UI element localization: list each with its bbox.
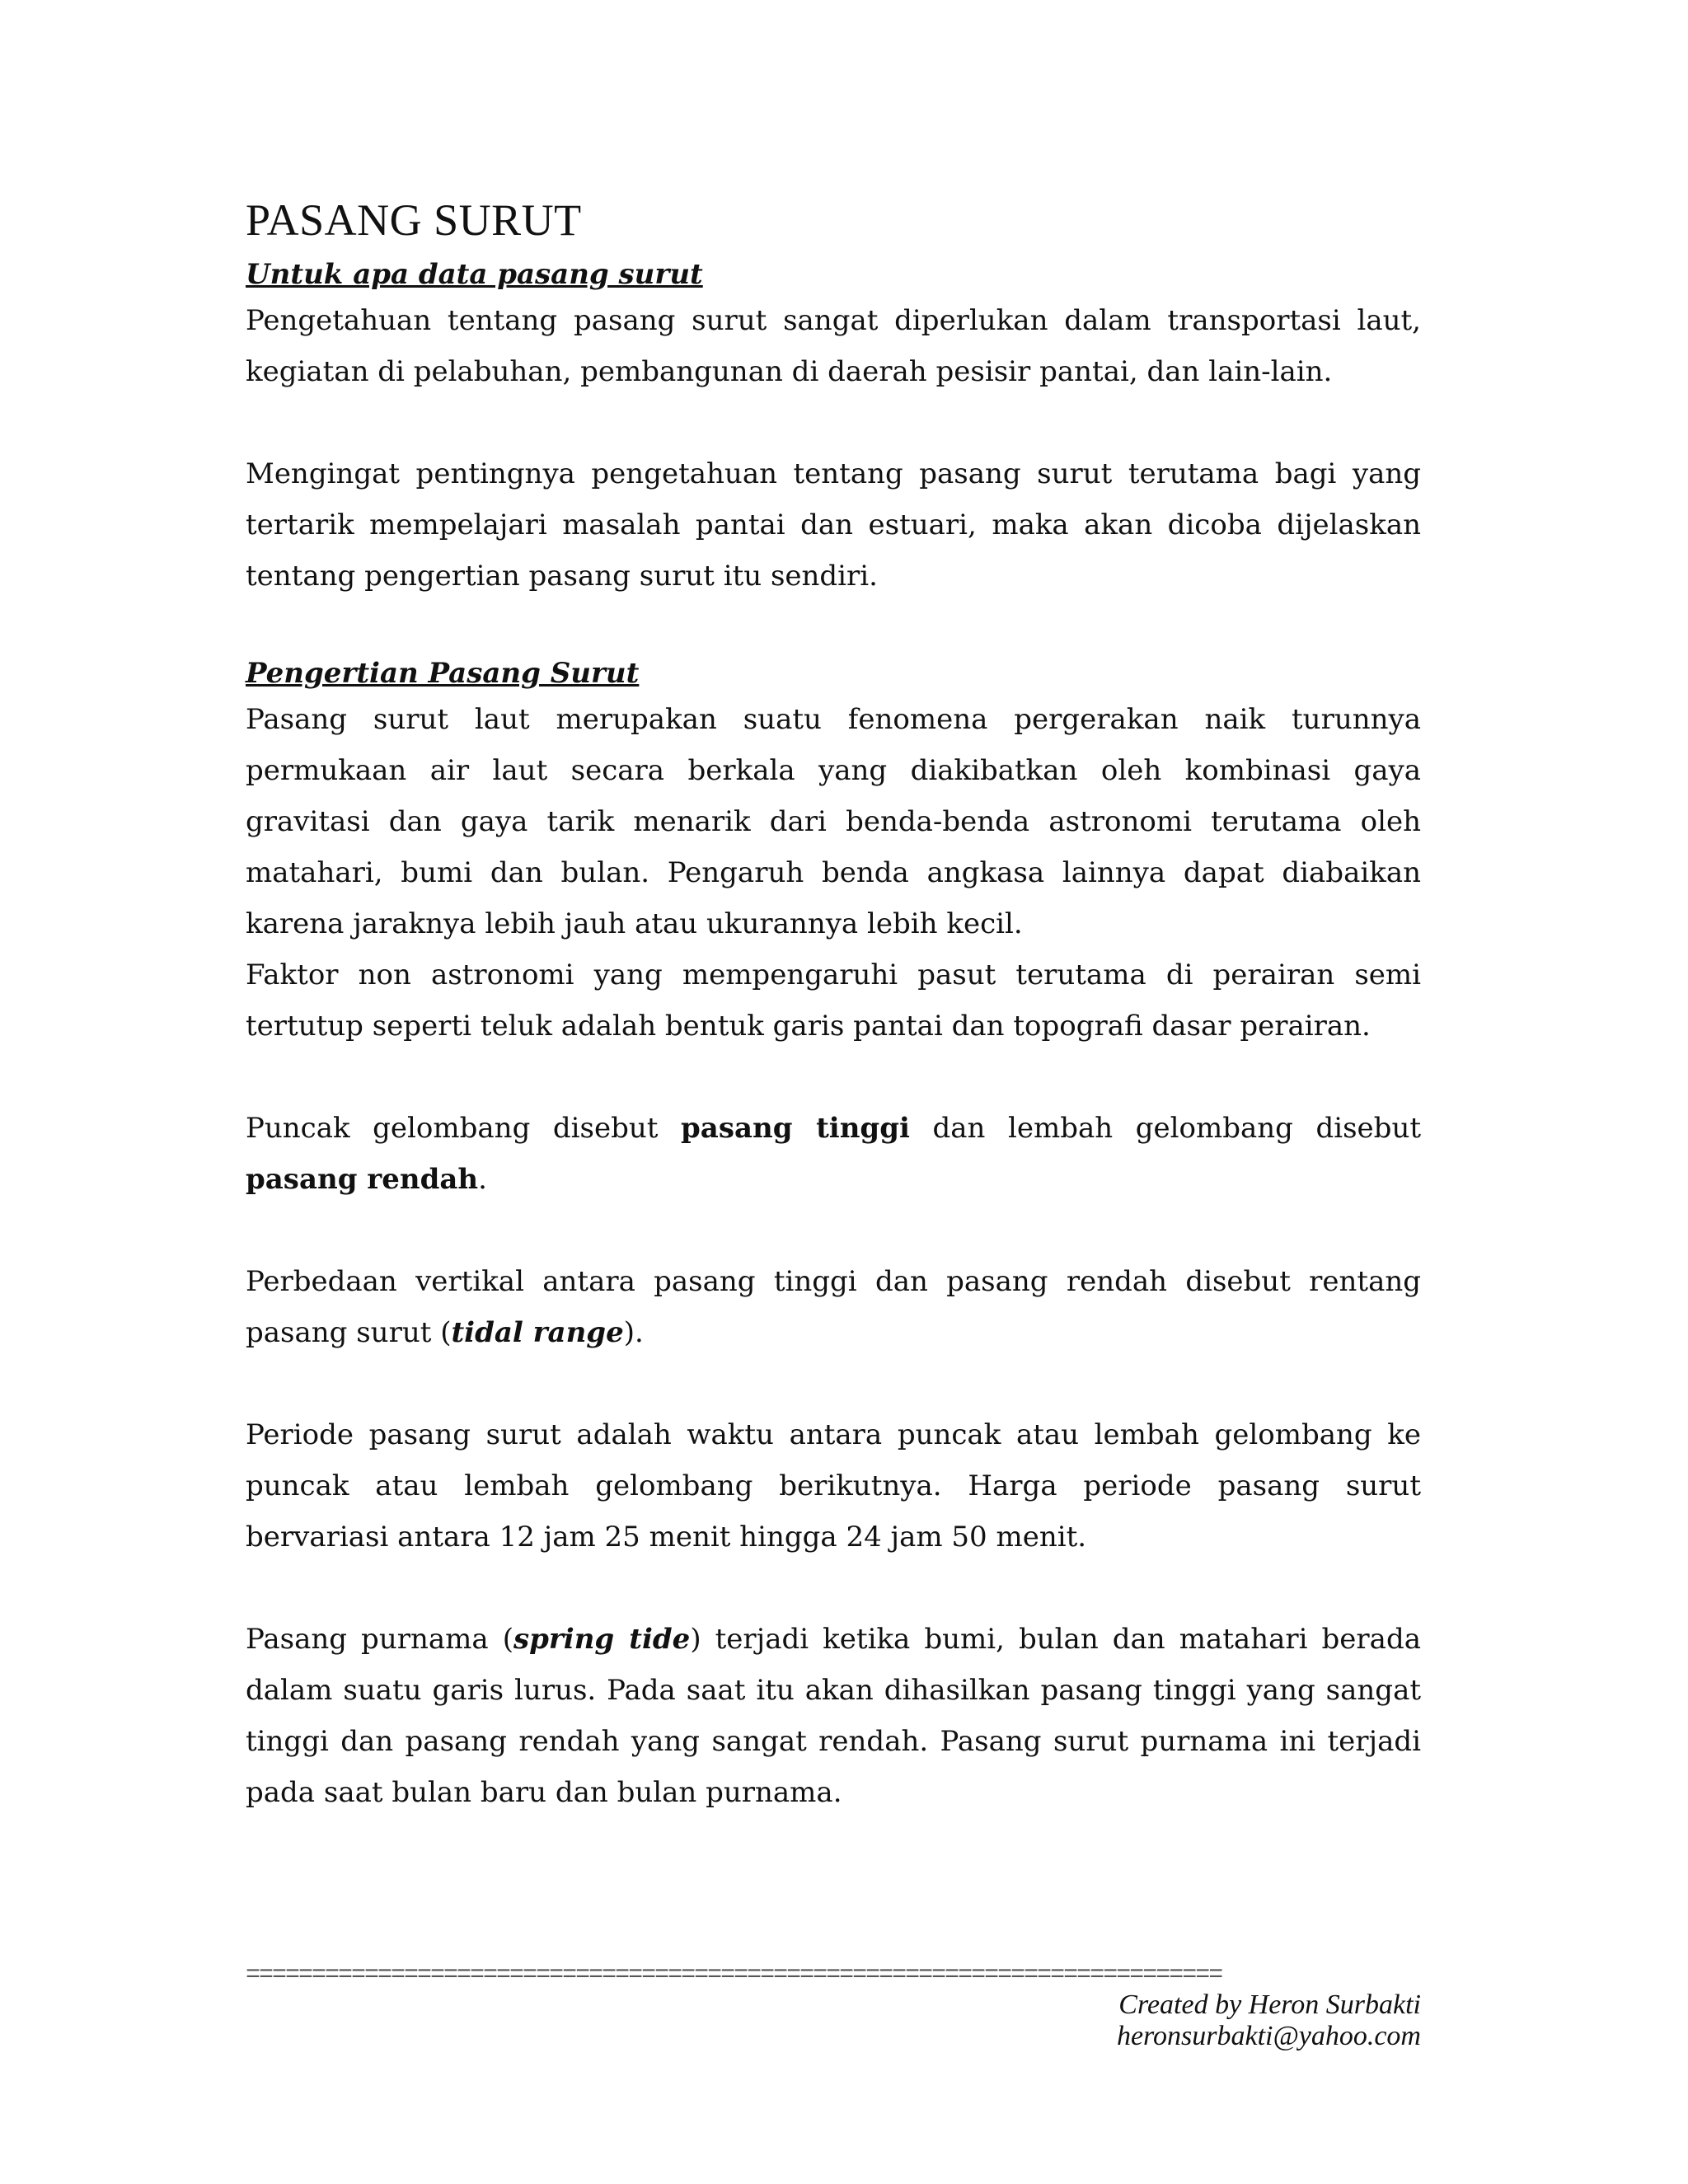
paragraph-gap — [246, 1052, 1421, 1103]
section-heading-definition: Pengertian Pasang Surut — [246, 657, 640, 690]
text-span: ). — [623, 1316, 644, 1349]
document-page — [246, 191, 1421, 1818]
text-span: Perbedaan vertikal antara pasang tinggi dan pasang rendah disebut rentang pasang surut ( — [246, 1265, 1421, 1349]
text-span: . — [478, 1163, 487, 1196]
text-span: dan lembah gelombang disebut — [909, 1112, 1422, 1145]
footer-email: heronsurbakti@yahoo.com — [1116, 2021, 1421, 2051]
paragraph-purpose-1: Pengetahuan tentang pasang surut sangat diperlukan dalam transportasi laut, kegiatan di pelabuhan, pembangunan di daerah pesisir pantai, dan lain-lain. — [246, 304, 1421, 388]
paragraph-definition: Pasang surut laut merupakan suatu fenomena pergerakan naik turunnya permukaan air laut secara berkala yang diakibatkan oleh kombinasi gaya gravitasi dan gaya tarik menarik dari benda-benda astronomi terutama oleh matahari, bumi dan bulan. Pengaruh benda angkasa lainnya dapat diabaikan karena jaraknya lebih jauh atau ukurannya lebih kecil. — [246, 703, 1421, 940]
text-span: ) terjadi ketika bumi, bulan dan matahari berada dalam suatu garis lurus. Pada saat itu akan dihasilkan pasang tinggi yang sangat tinggi dan pasang rendah yang sangat rendah. Pasang surut purnama ini terjadi pada saat bulan baru dan bulan purnama. — [246, 1623, 1421, 1809]
paragraph-gap — [246, 397, 1421, 448]
page-footer — [246, 1961, 1421, 2052]
paragraph-gap — [246, 1563, 1421, 1614]
term-spring-tide: spring tide — [513, 1623, 691, 1656]
document-title: PASANG SURUT — [246, 195, 582, 245]
text-span: Puncak gelombang disebut — [246, 1112, 682, 1145]
paragraph-gap — [246, 1205, 1421, 1256]
term-high-tide: pasang tinggi — [681, 1112, 910, 1145]
term-tidal-range: tidal range — [451, 1316, 624, 1349]
paragraph-tidal-range — [246, 1256, 1421, 1358]
term-low-tide: pasang rendah — [246, 1163, 479, 1196]
section-heading-purpose: Untuk apa data pasang surut — [246, 258, 703, 291]
paragraph-gap — [246, 1358, 1421, 1409]
footer-divider: ========================================================================== — [246, 1961, 1222, 1990]
paragraph-spring-tide — [246, 1614, 1421, 1818]
paragraph-tidal-period: Periode pasang surut adalah waktu antara puncak atau lembah gelombang ke puncak atau lembah gelombang berikutnya. Harga periode pasang surut bervariasi antara 12 jam 25 menit hingga 24 jam 50 menit. — [246, 1418, 1421, 1554]
text-span: Pasang purnama ( — [246, 1623, 513, 1656]
paragraph-gap — [246, 602, 1421, 653]
footer-author: Created by Heron Surbakti — [1118, 1990, 1421, 2020]
paragraph-peak-trough — [246, 1103, 1421, 1205]
paragraph-purpose-2: Mengingat pentingnya pengetahuan tentang pasang surut terutama bagi yang tertarik mempelajari masalah pantai dan estuari, maka akan dicoba dijelaskan tentang pengertian pasang surut itu sendiri. — [246, 457, 1421, 593]
paragraph-non-astronomic: Faktor non astronomi yang mempengaruhi pasut terutama di perairan semi tertutup seperti teluk adalah bentuk garis pantai dan topografi dasar perairan. — [246, 958, 1421, 1043]
